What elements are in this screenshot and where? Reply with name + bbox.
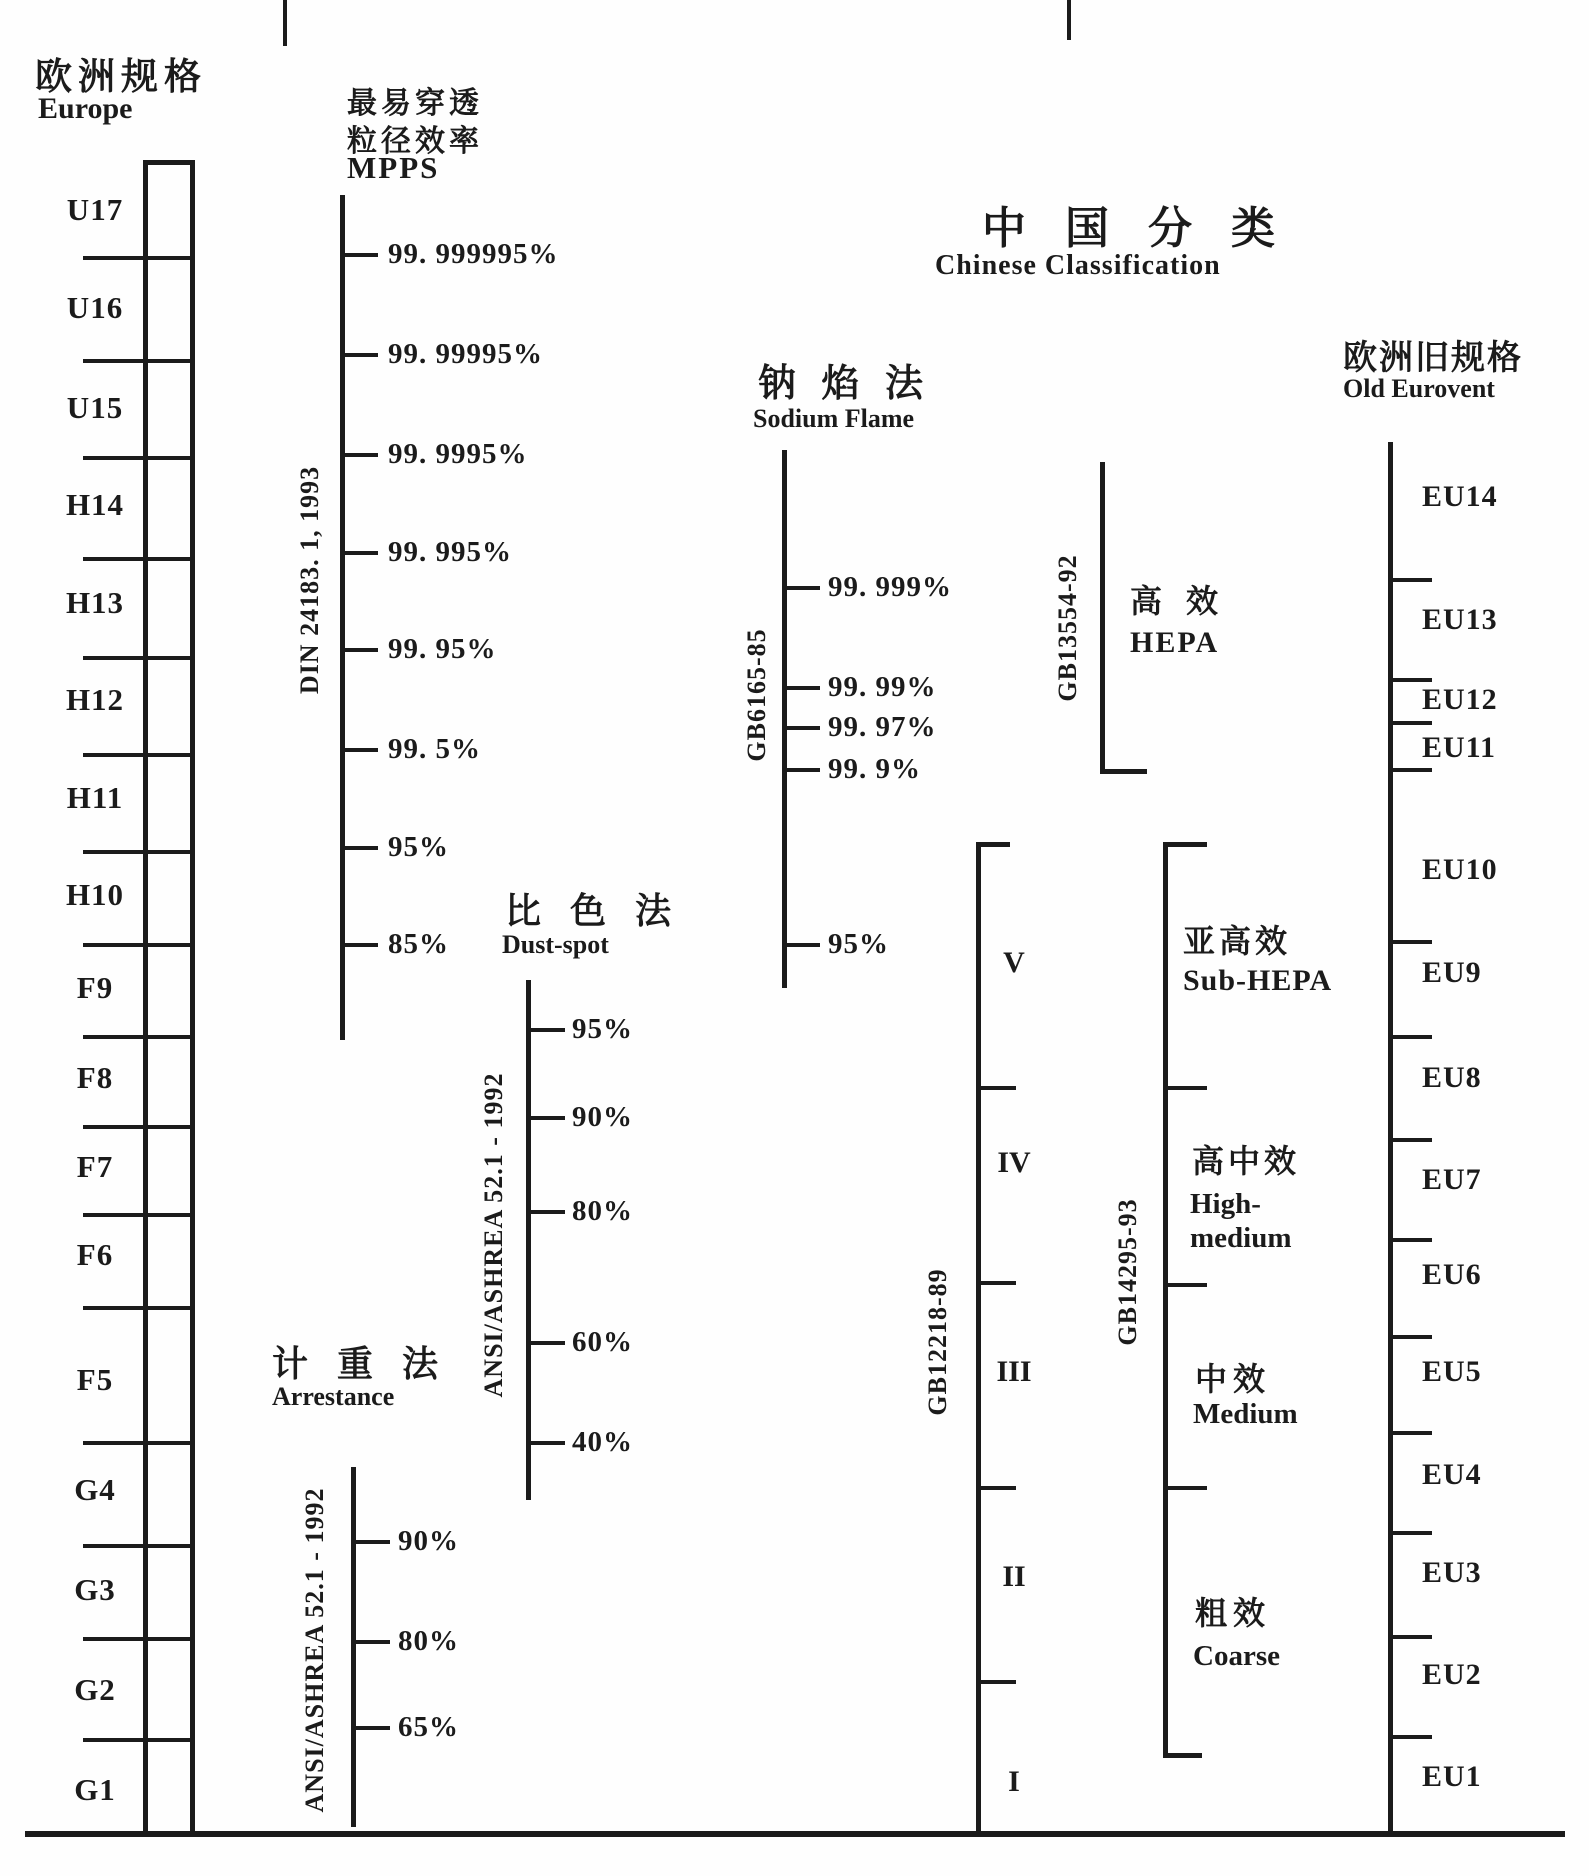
sodium-tick-label: 99. 9% (828, 752, 921, 785)
hepa-label-en: HEPA (1130, 626, 1220, 659)
arrestance-axis-line (351, 1467, 356, 1827)
arrestance-title-zh: 计 重 法 (272, 1344, 449, 1384)
mpps-tick-line (340, 551, 378, 555)
grade-numeral-label: IV (997, 1146, 1031, 1179)
mpps-tick-line (340, 943, 378, 947)
gb14295-standard-label: GB14295-93 (1113, 1198, 1142, 1346)
eurovent-tick-line (1388, 1035, 1432, 1039)
gb14295-tick-line (1163, 1486, 1207, 1490)
gb12218-tick-line (976, 1281, 1016, 1285)
europe-scale-left-rail (143, 160, 148, 1836)
mpps-tick-label: 99. 95% (388, 632, 497, 665)
eurovent-class-label: EU10 (1422, 853, 1498, 886)
crop-mark-right (1067, 0, 1071, 40)
sub-hepa-label-zh: 亚高效 (1183, 923, 1292, 959)
europe-scale-top-cap (143, 160, 195, 165)
mpps-tick-line (340, 453, 378, 457)
sodium-tick-line (782, 943, 820, 947)
europe-class-label: H12 (65, 682, 125, 717)
gb14295-top-foot (1163, 842, 1207, 847)
europe-class-divider (83, 1306, 195, 1310)
eurovent-class-label: EU9 (1422, 956, 1482, 989)
eurovent-class-label: EU8 (1422, 1061, 1482, 1094)
europe-class-label: H10 (65, 877, 125, 912)
arrestance-tick-line (351, 1540, 390, 1544)
europe-class-label: G2 (74, 1672, 116, 1707)
europe-class-divider (83, 1125, 195, 1129)
dust-spot-axis-line (526, 980, 531, 1500)
gb14295-axis-line (1163, 842, 1168, 1758)
eurovent-tick-line (1388, 678, 1432, 682)
sodium-tick-label: 99. 999% (828, 570, 952, 603)
europe-class-divider (83, 1544, 195, 1548)
europe-class-label: F7 (76, 1149, 114, 1184)
europe-class-label: U16 (66, 290, 124, 325)
europe-class-divider (83, 1213, 195, 1217)
sodium-tick-line (782, 726, 820, 730)
arrestance-tick-label: 80% (398, 1624, 459, 1657)
gb12218-standard-label: GB12218-89 (923, 1268, 952, 1416)
europe-class-label: H14 (65, 487, 125, 522)
europe-class-divider (83, 753, 195, 757)
eurovent-tick-line (1388, 1635, 1432, 1639)
gb12218-tick-line (976, 1486, 1016, 1490)
sodium-axis-line (782, 450, 787, 988)
europe-scale-right-rail (190, 160, 195, 1836)
dust-spot-tick-line (526, 1210, 565, 1214)
europe-class-divider (83, 557, 195, 561)
europe-class-label: G1 (74, 1772, 116, 1807)
europe-class-label: F5 (76, 1362, 114, 1397)
sodium-tick-line (782, 586, 820, 590)
eurovent-class-label: EU5 (1422, 1355, 1482, 1388)
eurovent-class-label: EU6 (1422, 1258, 1482, 1291)
sodium-tick-line (782, 686, 820, 690)
high-medium-label-zh: 高中效 (1192, 1143, 1301, 1179)
europe-class-label: G3 (74, 1572, 116, 1607)
arrestance-tick-line (351, 1726, 390, 1730)
mpps-tick-line (340, 353, 378, 357)
dust-spot-tick-label: 80% (572, 1194, 633, 1227)
din-standard-label: DIN 24183. 1, 1993 (295, 465, 324, 695)
medium-label-en: Medium (1193, 1398, 1298, 1430)
gb13554-standard-label: GB13554-92 (1053, 554, 1082, 702)
dust-spot-tick-label: 60% (572, 1325, 633, 1358)
eurovent-tick-line (1388, 1531, 1432, 1535)
europe-class-divider (83, 256, 195, 260)
europe-class-label: H11 (66, 780, 124, 815)
eurovent-class-label: EU12 (1422, 683, 1498, 716)
hepa-label-zh: 高 效 (1130, 583, 1227, 619)
coarse-label-zh: 粗效 (1195, 1595, 1272, 1631)
sodium-tick-label: 99. 99% (828, 670, 937, 703)
europe-class-divider (83, 850, 195, 854)
eurovent-class-label: EU13 (1422, 603, 1498, 636)
europe-class-label: U17 (66, 192, 124, 227)
mpps-tick-line (340, 253, 378, 257)
mpps-tick-line (340, 748, 378, 752)
dust-spot-tick-line (526, 1341, 565, 1345)
europe-class-divider (83, 1637, 195, 1641)
ashrea-arrestance-standard-label: ANSI/ASHREA 52.1 - 1992 (300, 1487, 329, 1813)
eurovent-class-label: EU11 (1422, 731, 1497, 764)
gb14295-tick-line (1163, 1086, 1207, 1090)
grade-numeral-label: V (1003, 946, 1025, 979)
europe-class-divider (83, 359, 195, 363)
eurovent-class-label: EU1 (1422, 1760, 1482, 1793)
europe-title-en: Europe (38, 92, 133, 125)
old-eurovent-title-en: Old Eurovent (1343, 374, 1495, 403)
arrestance-tick-label: 65% (398, 1710, 459, 1743)
baseline (25, 1831, 1565, 1837)
dust-spot-tick-line (526, 1028, 565, 1032)
sodium-tick-line (782, 768, 820, 772)
mpps-title-en: MPPS (347, 150, 440, 185)
eurovent-class-label: EU3 (1422, 1556, 1482, 1589)
gb12218-tick-line (976, 1086, 1016, 1090)
grade-numeral-label: II (1002, 1560, 1026, 1593)
mpps-tick-line (340, 648, 378, 652)
sodium-flame-title-zh: 钠 焰 法 (758, 363, 932, 405)
mpps-title-zh2: 粒径效率 (347, 125, 483, 158)
gb13554-bracket-line (1100, 462, 1105, 774)
eurovent-class-label: EU7 (1422, 1163, 1482, 1196)
dust-spot-title-en: Dust-spot (502, 930, 609, 959)
mpps-tick-label: 99. 5% (388, 732, 481, 765)
dust-spot-tick-label: 95% (572, 1012, 633, 1045)
eurovent-class-label: EU14 (1422, 480, 1498, 513)
dust-spot-tick-line (526, 1116, 565, 1120)
eurovent-tick-line (1388, 1238, 1432, 1242)
gb12218-tick-line (976, 1680, 1016, 1684)
chinese-classification-title-en: Chinese Classification (935, 250, 1221, 281)
europe-class-divider (83, 1035, 195, 1039)
europe-class-divider (83, 1738, 195, 1742)
dust-spot-tick-label: 90% (572, 1100, 633, 1133)
mpps-tick-label: 99. 9995% (388, 437, 528, 470)
dust-spot-tick-label: 40% (572, 1425, 633, 1458)
arrestance-tick-label: 90% (398, 1524, 459, 1557)
high-medium-label-en1: High- (1190, 1188, 1261, 1220)
mpps-axis-line (340, 195, 345, 1040)
grade-numeral-label: I (1008, 1765, 1020, 1798)
arrestance-title-en: Arrestance (272, 1382, 395, 1411)
eurovent-tick-line (1388, 940, 1432, 944)
europe-class-label: F8 (76, 1060, 114, 1095)
ashrea-dust-spot-standard-label: ANSI/ASHREA 52.1 - 1992 (479, 1072, 508, 1398)
europe-class-divider (83, 456, 195, 460)
eurovent-tick-line (1388, 1138, 1432, 1142)
gb14295-bottom-foot (1163, 1753, 1202, 1758)
eurovent-class-label: EU4 (1422, 1458, 1482, 1491)
eurovent-tick-line (1388, 1431, 1432, 1435)
europe-class-divider (83, 943, 195, 947)
mpps-tick-line (340, 846, 378, 850)
sodium-tick-label: 99. 97% (828, 710, 937, 743)
grade-numeral-label: III (996, 1355, 1032, 1388)
mpps-tick-label: 99. 999995% (388, 237, 559, 270)
mpps-tick-label: 85% (388, 927, 449, 960)
sodium-tick-label: 95% (828, 927, 889, 960)
sodium-flame-title-en: Sodium Flame (753, 404, 915, 433)
eurovent-tick-line (1388, 768, 1432, 772)
europe-class-divider (83, 1441, 195, 1445)
dust-spot-title-zh: 比 色 法 (505, 891, 682, 931)
gb12218-axis-line (976, 842, 981, 1836)
gb13554-bracket-foot (1100, 769, 1147, 774)
eurovent-tick-line (1388, 578, 1432, 582)
high-medium-label-en2: medium (1190, 1222, 1292, 1254)
crop-mark-left (283, 0, 287, 46)
europe-class-label: H13 (65, 585, 125, 620)
mpps-tick-label: 99. 995% (388, 535, 512, 568)
europe-class-label: F9 (76, 970, 114, 1005)
eurovent-tick-line (1388, 1735, 1432, 1739)
mpps-tick-label: 99. 99995% (388, 337, 543, 370)
europe-class-label: U15 (66, 390, 124, 425)
medium-label-zh: 中效 (1195, 1361, 1272, 1397)
europe-title-zh: 欧洲规格 (35, 57, 207, 98)
eurovent-tick-line (1388, 721, 1432, 725)
mpps-title-zh1: 最易穿透 (347, 87, 483, 120)
europe-class-divider (83, 656, 195, 660)
gb14295-tick-line (1163, 1283, 1207, 1287)
sub-hepa-label-en: Sub-HEPA (1183, 964, 1333, 997)
europe-class-label: F6 (76, 1237, 114, 1272)
europe-class-label: G4 (74, 1472, 116, 1507)
coarse-label-en: Coarse (1193, 1640, 1280, 1672)
eurovent-class-label: EU2 (1422, 1658, 1482, 1691)
gb12218-top-foot (976, 842, 1010, 847)
eurovent-tick-line (1388, 1335, 1432, 1339)
chinese-classification-title-zh: 中 国 分 类 (982, 204, 1289, 253)
mpps-tick-label: 95% (388, 830, 449, 863)
dust-spot-tick-line (526, 1441, 565, 1445)
arrestance-tick-line (351, 1640, 390, 1644)
gb6165-standard-label: GB6165-85 (742, 628, 771, 762)
old-eurovent-title-zh: 欧洲旧规格 (1343, 340, 1523, 377)
